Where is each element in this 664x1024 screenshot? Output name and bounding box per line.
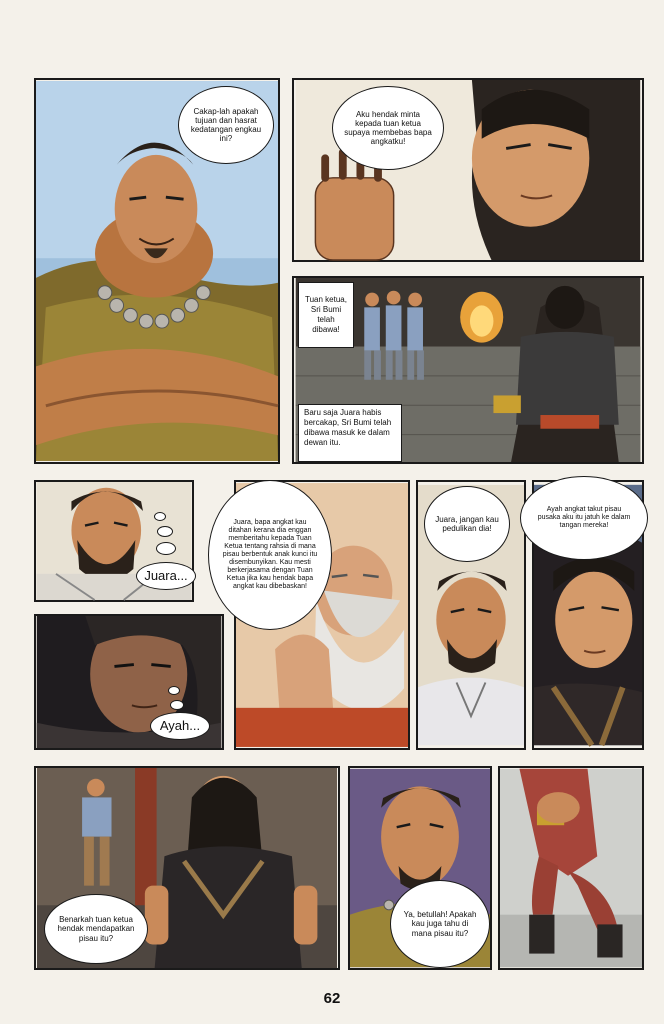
panel-young-man-request (292, 78, 644, 262)
page-number: 62 (323, 990, 341, 1007)
speech-bubble (424, 486, 510, 562)
walking-legs-illustration (500, 768, 642, 968)
thought-bubble (520, 476, 648, 560)
thought-dot (157, 526, 173, 537)
speech-bubble (332, 86, 444, 170)
panel-walking-legs (498, 766, 644, 970)
speech-bubble (390, 880, 490, 968)
panel-young-man-question (34, 766, 340, 970)
speech-text: Juara, bapa angkat kau ditahan kerana dia enggan memberitahu kepada Tuan Ketua tentang rahsia di mana pisau berbentuk anak kunci itu disembunyikan. Kau mesti berkerjasama dengan Tuan Ketua jika kau hendak bapa angkat kau dibebaskan! (222, 518, 318, 591)
speech-text: Ya, betullah! Apakah kau juga tahu di mana pisau itu? (403, 910, 477, 938)
caption-box (298, 404, 402, 462)
thought-dot (154, 512, 166, 521)
panel-chief-answer (348, 766, 492, 970)
thought-text: Ayah... (159, 717, 201, 733)
thought-text: Juara... (144, 567, 188, 583)
thought-bubble (150, 712, 210, 740)
thought-dot (156, 542, 176, 555)
speech-text: Benarkah tuan ketua hendak mendapatkan pisau itu? (57, 915, 135, 943)
thought-bubble (136, 562, 196, 590)
panel-young-man-worried (532, 480, 644, 750)
speech-bubble (178, 86, 274, 164)
panel-chief-warning (416, 480, 526, 750)
speech-bubble (44, 894, 148, 964)
thought-text: Ayah angkat takut pisau pusaka aku itu jatuh ke dalam tangan mereka! (537, 505, 631, 530)
speech-text: Cakap-lah apakah tujuan dan hasrat kedatangan engkau ini? (190, 106, 262, 144)
panel-hall-prisoner (292, 276, 644, 464)
speech-text: Aku hendak minta kepada tuan ketua supaya membebas bapa angkatku! (344, 109, 432, 147)
panel-chief-arms-crossed (34, 78, 280, 464)
caption-text: Tuan ketua, Sri Bumi telah dibawa! (305, 295, 347, 334)
panel-old-man-speech (222, 480, 410, 750)
panel-young-man-ayah (34, 614, 224, 750)
caption-box (298, 282, 354, 348)
speech-bubble (208, 480, 332, 630)
thought-dot (168, 686, 180, 695)
caption-text: Baru saja Juara habis bercakap, Sri Bumi telah dibawa masuk ke dalam dewan itu. (304, 408, 392, 447)
thought-dot (170, 700, 184, 710)
panel-bearded-man-thinking (34, 480, 194, 602)
speech-text: Juara, jangan kau pedulikan dia! (435, 514, 499, 533)
